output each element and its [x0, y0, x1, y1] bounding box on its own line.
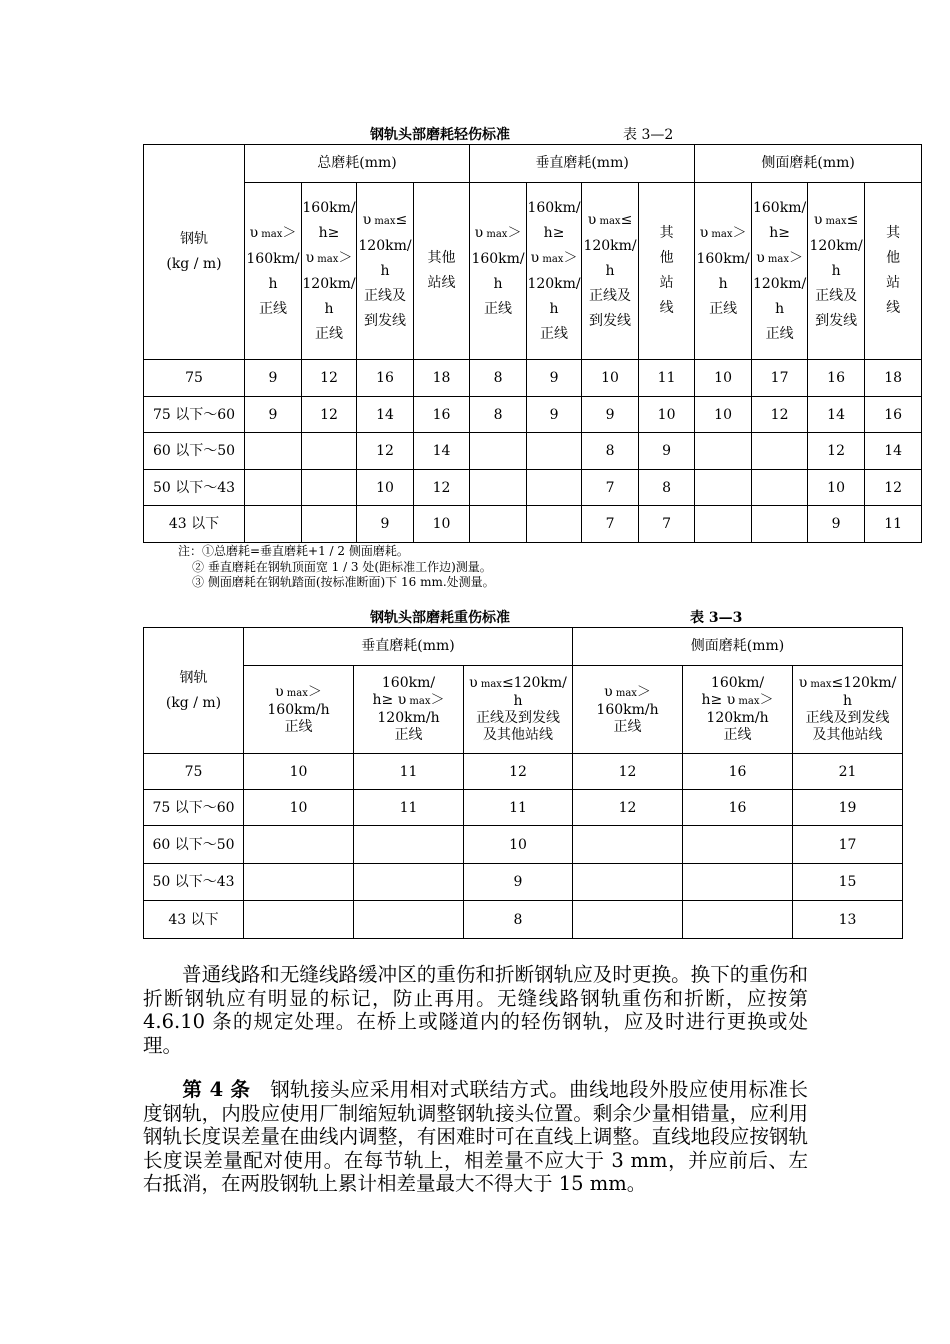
- table1-note-3: ③ 侧面磨耗在钢轨踏面(按标准断面)下 16 mm.处测量。: [192, 575, 495, 589]
- table1-subheader-5: υ max＞ 160km/ h 正线: [470, 183, 527, 360]
- table-cell: 9: [245, 360, 302, 397]
- table-cell: 16: [683, 754, 793, 790]
- table-cell: 10: [808, 470, 865, 506]
- table-cell: 9: [639, 433, 695, 470]
- table1: [143, 144, 922, 543]
- table-cell: 12: [302, 360, 357, 397]
- table-cell: 11: [464, 790, 573, 826]
- table1-rail-type: 75 以下～60: [144, 397, 245, 433]
- table-cell: [245, 506, 302, 543]
- table2-subheader-6: υ max≤120km/ h 正线及到发线 及其他站线: [793, 666, 903, 754]
- table-cell: 21: [793, 754, 903, 790]
- table-cell: 12: [573, 790, 683, 826]
- table-cell: [302, 433, 357, 470]
- paragraph-rail-replacement: [143, 963, 808, 1057]
- paragraph1-text: 普通线路和无缝线路缓冲区的重伤和折断钢轨应及时更换。换下的重伤和折断钢轨应有明显的标记，防止再用。无缝线路钢轨重伤和折断，应按第 4.6.10 条的规定处理。在桥上或隧道内的轻伤钢轨，应及时进行更换或处理。: [143, 963, 808, 1057]
- table1-rail-header: [144, 145, 245, 360]
- table-cell: 12: [414, 470, 470, 506]
- table2-rail-type: 60 以下～50: [144, 826, 244, 864]
- table-cell: 7: [582, 470, 639, 506]
- table-cell: 10: [414, 506, 470, 543]
- table-cell: 17: [752, 360, 808, 397]
- table-cell: 11: [354, 754, 464, 790]
- table-cell: [470, 470, 527, 506]
- table-cell: 8: [470, 360, 527, 397]
- table-cell: [245, 470, 302, 506]
- table-cell: 11: [865, 506, 922, 543]
- table-cell: 8: [470, 397, 527, 433]
- table-cell: 12: [573, 754, 683, 790]
- table1-rail-type: 60 以下～50: [144, 433, 245, 470]
- table-cell: [302, 506, 357, 543]
- table1-subheader-1: υ max＞ 160km/ h 正线: [245, 183, 302, 360]
- table-cell: [527, 433, 582, 470]
- table-cell: 7: [639, 506, 695, 543]
- table2-number: 表 3—3: [690, 610, 743, 626]
- table-cell: 11: [639, 360, 695, 397]
- table-cell: 10: [464, 826, 573, 864]
- article-heading: 第 4 条: [182, 1078, 251, 1101]
- table-cell: 16: [683, 790, 793, 826]
- table-row: [144, 397, 922, 433]
- table1-subheader-4: 其他 站线: [414, 183, 470, 360]
- table1-number: 表 3—2: [623, 127, 674, 143]
- table2-subheader-4: υ max＞ 160km/h 正线: [573, 666, 683, 754]
- table-cell: 14: [414, 433, 470, 470]
- table-cell: [752, 433, 808, 470]
- table1-subheader-row: [144, 183, 922, 360]
- table-cell: 10: [695, 397, 752, 433]
- table-cell: 9: [808, 506, 865, 543]
- table2-rail-header-line1: 钢轨: [179, 669, 208, 686]
- table2-subheader-1: υ max＞ 160km/h 正线: [244, 666, 354, 754]
- table-cell: 10: [582, 360, 639, 397]
- table-cell: [573, 864, 683, 901]
- table-cell: 8: [464, 901, 573, 939]
- table2-rail-type: 50 以下～43: [144, 864, 244, 901]
- table1-subheader-2: 160km/ h≥ υ max＞ 120km/ h 正线: [302, 183, 357, 360]
- table-cell: [245, 433, 302, 470]
- table1-subheader-7: υ max≤ 120km/ h 正线及 到发线: [582, 183, 639, 360]
- table1-group-total: 总磨耗(mm): [245, 145, 470, 183]
- paragraph2-text: 钢轨接头应采用相对式联结方式。曲线地段外股应使用标准长度钢轨，内股应使用厂制缩短轨调整钢轨接头位置。剩余少量相错量，应利用钢轨长度误差量在曲线内调整，有困难时可在直线上调整。直线地段应按钢轨长度误差量配对使用。在每节轨上，相差量不应大于 3 mm，并应前后、左右抵消，在两股钢轨上累计相差量最大不得大于 15 mm。: [143, 1078, 808, 1195]
- table1-group-vertical: 垂直磨耗(mm): [470, 145, 695, 183]
- table2-subheader-2: 160km/ h≥ υ max＞ 120km/h 正线: [354, 666, 464, 754]
- table-cell: 9: [527, 397, 582, 433]
- table-cell: 8: [582, 433, 639, 470]
- table-cell: 12: [808, 433, 865, 470]
- table1-subheader-8: 其 他 站 线: [639, 183, 695, 360]
- table-cell: 11: [354, 790, 464, 826]
- table2-rail-type: 75: [144, 754, 244, 790]
- table-cell: [573, 901, 683, 939]
- table-cell: [470, 506, 527, 543]
- table1-subheader-9: υ max＞ 160km/ h 正线: [695, 183, 752, 360]
- table-cell: 18: [414, 360, 470, 397]
- table-cell: 7: [582, 506, 639, 543]
- table-cell: [302, 470, 357, 506]
- table-row: [144, 901, 903, 939]
- table-cell: 15: [793, 864, 903, 901]
- table1-subheader-10: 160km/ h≥ υ max＞ 120km/ h 正线: [752, 183, 808, 360]
- table1-group-side: 侧面磨耗(mm): [695, 145, 922, 183]
- table-cell: [752, 470, 808, 506]
- table-cell: [354, 826, 464, 864]
- table-cell: 13: [793, 901, 903, 939]
- table-cell: 9: [245, 397, 302, 433]
- table-cell: 12: [302, 397, 357, 433]
- table-cell: 16: [357, 360, 414, 397]
- table-cell: 9: [527, 360, 582, 397]
- table-cell: [695, 506, 752, 543]
- table-cell: 19: [793, 790, 903, 826]
- table1-subheader-6: 160km/ h≥ υ max＞ 120km/ h 正线: [527, 183, 582, 360]
- table-cell: [695, 433, 752, 470]
- table2-rail-header: [144, 628, 244, 754]
- table1-rail-type: 43 以下: [144, 506, 245, 543]
- table2-rail-type: 75 以下～60: [144, 790, 244, 826]
- table-cell: 16: [865, 397, 922, 433]
- paragraph-article-4: [143, 1078, 808, 1196]
- table2-rail-header-line2: (kg / m): [165, 694, 222, 711]
- table-cell: 10: [244, 754, 354, 790]
- table-cell: [683, 864, 793, 901]
- table2-rail-type: 43 以下: [144, 901, 244, 939]
- table-cell: 12: [752, 397, 808, 433]
- table-row: [144, 790, 903, 826]
- table2-group-vertical: 垂直磨耗(mm): [244, 628, 573, 666]
- table1-note-2: ② 垂直磨耗在钢轨顶面宽 1 / 3 处(距标准工作边)测量。: [192, 559, 492, 574]
- table-cell: 16: [808, 360, 865, 397]
- table-cell: 12: [357, 433, 414, 470]
- table-cell: [354, 864, 464, 901]
- table2: [143, 627, 903, 939]
- table1-rail-header-line2: (kg / m): [166, 256, 222, 272]
- table1-note-1: 注：①总磨耗=垂直磨耗+1 / 2 侧面磨耗。: [178, 544, 409, 558]
- table-cell: [527, 506, 582, 543]
- table2-title: 钢轨头部磨耗重伤标准: [370, 610, 510, 626]
- table1-subheader-3: υ max≤ 120km/ h 正线及 到发线: [357, 183, 414, 360]
- table-cell: 8: [639, 470, 695, 506]
- table-cell: [244, 864, 354, 901]
- table-row: [144, 360, 922, 397]
- table-cell: 17: [793, 826, 903, 864]
- table1-rail-type: 75: [144, 360, 245, 397]
- table-cell: 12: [464, 754, 573, 790]
- table-cell: [695, 470, 752, 506]
- table-cell: 10: [244, 790, 354, 826]
- table1-subheader-11: υ max≤ 120km/ h 正线及 到发线: [808, 183, 865, 360]
- table-cell: 10: [695, 360, 752, 397]
- table2-caption: [370, 607, 743, 627]
- table1-title: 钢轨头部磨耗轻伤标准: [370, 127, 510, 143]
- table2-subheader-3: υ max≤120km/ h 正线及到发线 及其他站线: [464, 666, 573, 754]
- table-cell: [470, 433, 527, 470]
- table-cell: 10: [357, 470, 414, 506]
- table-cell: 14: [808, 397, 865, 433]
- table1-rail-type: 50 以下～43: [144, 470, 245, 506]
- table1-notes: [178, 544, 495, 591]
- table2-group-side: 侧面磨耗(mm): [573, 628, 903, 666]
- table-row: [144, 506, 922, 543]
- table-cell: [354, 901, 464, 939]
- table-row: [144, 433, 922, 470]
- table-cell: 9: [464, 864, 573, 901]
- table-cell: 14: [865, 433, 922, 470]
- table-cell: 14: [357, 397, 414, 433]
- table2-subheader-5: 160km/ h≥ υ max＞ 120km/h 正线: [683, 666, 793, 754]
- table-cell: [244, 901, 354, 939]
- table-row: [144, 826, 903, 864]
- table1-subheader-12: 其 他 站 线: [865, 183, 922, 360]
- table-cell: [244, 826, 354, 864]
- table-cell: [573, 826, 683, 864]
- table-cell: [527, 470, 582, 506]
- table1-caption: [370, 124, 674, 144]
- table-row: [144, 754, 903, 790]
- table-cell: [752, 506, 808, 543]
- table-cell: [683, 901, 793, 939]
- table-row: [144, 864, 903, 901]
- table1-rail-header-line1: 钢轨: [180, 231, 208, 247]
- table-row: [144, 470, 922, 506]
- table-cell: 16: [414, 397, 470, 433]
- table2-subheader-row: [144, 666, 903, 754]
- table-cell: 9: [357, 506, 414, 543]
- table-cell: 12: [865, 470, 922, 506]
- table-cell: 10: [639, 397, 695, 433]
- table-cell: [683, 826, 793, 864]
- table-cell: 9: [582, 397, 639, 433]
- table-cell: 18: [865, 360, 922, 397]
